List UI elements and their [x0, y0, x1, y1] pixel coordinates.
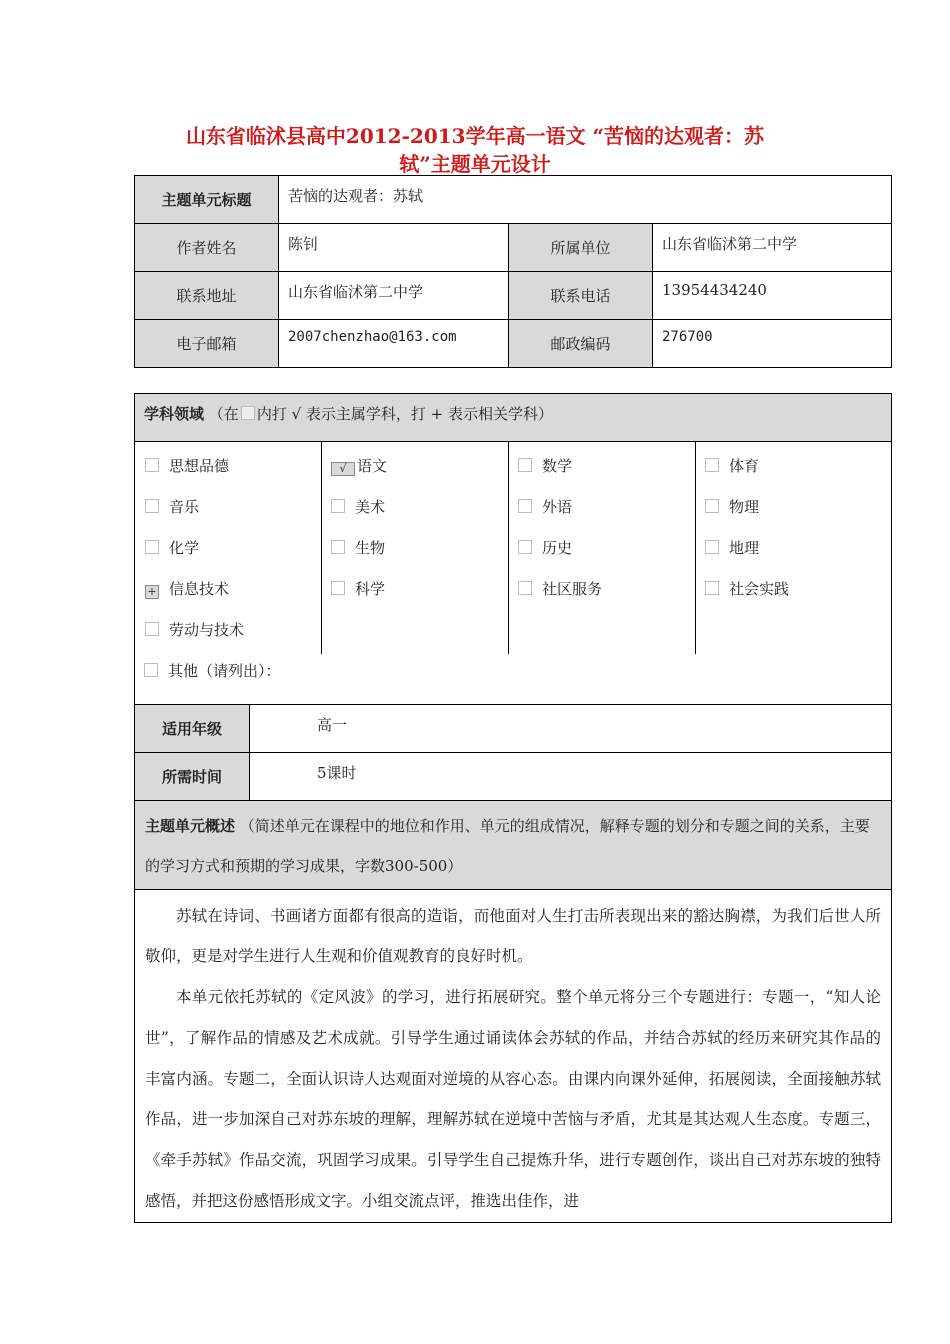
theme-value: 苦恼的达观者：苏轼 [279, 176, 892, 224]
subject-grid [135, 442, 892, 655]
phone-value: 13954434240 [653, 272, 892, 320]
checkbox-icon[interactable] [518, 458, 532, 472]
checkbox-icon[interactable] [145, 499, 159, 513]
checkbox-icon[interactable] [145, 458, 159, 472]
subject-col-3 [518, 448, 602, 660]
postcode-value: 276700 [653, 320, 892, 368]
subject-item[interactable]: 劳动与技术 [145, 612, 244, 653]
subject-item[interactable]: 思想品德 [145, 448, 244, 489]
subject-header-title: 学科领域 [144, 405, 205, 423]
document-title [150, 122, 800, 178]
subject-item[interactable]: 音乐 [145, 489, 244, 530]
unit-label: 所属单位 [509, 224, 653, 272]
subject-item[interactable]: 外语 [518, 489, 602, 530]
time-value: 5课时 [250, 752, 892, 800]
subject-item[interactable]: 社区服务 [518, 571, 602, 612]
grade-value: 高一 [250, 704, 892, 752]
subject-item[interactable]: 生物 [331, 530, 387, 571]
subject-item[interactable]: 社会实践 [705, 571, 789, 612]
checkbox-icon[interactable] [518, 581, 532, 595]
time-label: 所需时间 [135, 752, 250, 800]
overview-body [135, 889, 892, 1222]
subject-item[interactable]: + 信息技术 [145, 571, 244, 612]
checkbox-icon[interactable] [144, 663, 158, 677]
subject-item[interactable]: 化学 [145, 530, 244, 571]
overview-paragraph-2: 本单元依托苏轼的《定风波》的学习，进行拓展研究。整个单元将分三个专题进行：专题一，“知人论世”，了解作品的情感及艺术成就。引导学生通过诵读体会苏轼的作品，并结合苏轼的经历来研究其作品的丰富内涵。专题二，全面认识诗人达观面对逆境的从容心态。由课内向课外延伸，拓展阅读，全面接触苏轼作品，进一步加深自己对苏东坡的理解，理解苏轼在逆境中苦恼与矛盾，尤其是其达观人生态度。专题三，《牵手苏轼》作品交流，巩固学习成果。引导学生自己提炼升华，进行专题创作，谈出自己对苏东坡的独特感悟，并把这份感悟形成文字。小组交流点评，推选出佳作，进 [145, 988, 882, 1211]
checkbox-icon[interactable] [331, 540, 345, 554]
checkbox-icon[interactable] [145, 622, 159, 636]
checkbox-icon[interactable] [705, 540, 719, 554]
subject-header [135, 394, 892, 442]
checkbox-icon[interactable] [331, 499, 345, 513]
overview-note: （简述单元在课程中的地位和作用、单元的组成情况，解释专题的划分和专题之间的关系，主要的学习方式和预期的学习成果，字数300-500） [145, 816, 870, 875]
email-value: 2007chenzhao@163.com [279, 320, 509, 368]
subject-header-note-a: （在 [208, 405, 239, 423]
author-label: 作者姓名 [135, 224, 279, 272]
overview-header [135, 800, 892, 889]
email-label: 电子邮箱 [135, 320, 279, 368]
subject-item[interactable]: 体育 [705, 448, 789, 489]
subject-item[interactable]: 美术 [331, 489, 387, 530]
subject-table [134, 393, 892, 1223]
subject-item[interactable]: 科学 [331, 571, 387, 612]
checkbox-plus-icon[interactable]: + [145, 585, 159, 599]
grade-label: 适用年级 [135, 704, 250, 752]
subject-col-1 [145, 448, 244, 660]
title-line-2: 轼”主题单元设计 [399, 152, 551, 176]
checkbox-icon[interactable] [518, 540, 532, 554]
subject-item[interactable]: 地理 [705, 530, 789, 571]
theme-label: 主题单元标题 [135, 176, 279, 224]
checkbox-icon[interactable] [518, 499, 532, 513]
subject-item[interactable]: 历史 [518, 530, 602, 571]
checkbox-check-icon[interactable]: √ [331, 462, 355, 476]
author-value: 陈钊 [279, 224, 509, 272]
checkbox-icon[interactable] [705, 499, 719, 513]
subject-item[interactable]: √ 语文 [331, 448, 387, 489]
checkbox-icon[interactable] [705, 458, 719, 472]
subject-other[interactable]: 其他（请列出）： [135, 654, 892, 704]
subject-col-4 [705, 448, 789, 660]
subject-item[interactable]: 数学 [518, 448, 602, 489]
title-line-1: 山东省临沭县高中2012-2013学年高一语文 “苦恼的达观者：苏 [185, 124, 765, 148]
address-label: 联系地址 [135, 272, 279, 320]
checkbox-icon[interactable] [705, 581, 719, 595]
checkbox-sample-icon [241, 406, 255, 420]
checkbox-icon[interactable] [331, 581, 345, 595]
info-table [134, 175, 892, 368]
address-value: 山东省临沭第二中学 [279, 272, 509, 320]
checkbox-icon[interactable] [145, 540, 159, 554]
overview-paragraph-1: 苏轼在诗词、书画诸方面都有很高的造诣，而他面对人生打击所表现出来的豁达胸襟，为我们后世人所敬仰，更是对学生进行人生观和价值观教育的良好时机。 [145, 906, 882, 966]
postcode-label: 邮政编码 [509, 320, 653, 368]
subject-col-2 [331, 448, 387, 660]
phone-label: 联系电话 [509, 272, 653, 320]
subject-item[interactable]: 物理 [705, 489, 789, 530]
overview-label: 主题单元概述 [145, 816, 236, 835]
subject-header-note-b: 内打 √ 表示主属学科，打 + 表示相关学科） [256, 405, 554, 423]
unit-value: 山东省临沭第二中学 [653, 224, 892, 272]
